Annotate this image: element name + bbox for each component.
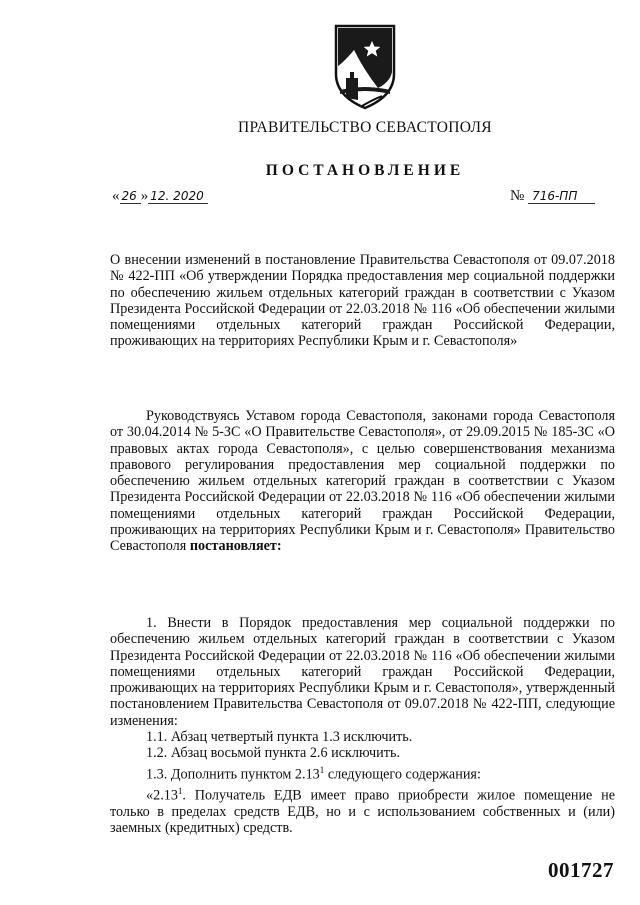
date-day: 26 <box>120 189 141 204</box>
item-1-3-sup: 1 <box>319 764 325 775</box>
quote-start: «2.13 <box>146 787 178 804</box>
serial-number: 001727 <box>548 858 614 882</box>
item-1-3-text: 1.3. Дополнить пунктом 2.13 <box>146 766 320 783</box>
preamble-body: Руководствуясь Уставом города Севастополя, законами города Севастополя от 30.04.2014 № 5-ЗС «О Правительстве Севастополя», от 29.09.2015 № 185-ЗС «О правовых актах города Севастополя», с целью совершенствования механизма правового регулирования предоставления мер социальной поддержки по обеспечению жильем отдельных категорий граждан в соответствии с Указом Президента Российской Федерации от 22.03.2018 № 116 «Об обеспечении жилыми помещениями отдельных категорий граждан Российской Федерации, проживающих на территориях Республики Крым и г. Севастополя» Правительство Севастополя <box>110 408 615 555</box>
quote-sup: 1 <box>177 785 183 796</box>
document-number <box>510 188 595 205</box>
date-close-quote: » <box>140 188 149 204</box>
items-section <box>110 615 615 836</box>
document-type: ПОСТАНОВЛЕНИЕ <box>265 162 465 179</box>
document-date <box>112 188 208 205</box>
item-1-1: 1.1. Абзац четвертый пункта 1.3 исключить. <box>146 729 413 746</box>
number-value: 716-ПП <box>528 189 595 204</box>
preamble-verb: постановляет: <box>189 538 282 555</box>
quoted-clause <box>110 783 615 837</box>
preamble-paragraph <box>110 408 615 555</box>
number-sign: № <box>510 188 525 204</box>
title-text: О внесении изменений в постановление Правительства Севастополя от 09.07.2018 № 422-ПП «Об утверждении Порядка предоставления мер социальной поддержки по обеспечению жильем отдельных категорий граждан в соответствии с Указом Президента Российской Федерации от 22.03.2018 № 116 «Об обеспечении жилыми помещениями отдельных категорий граждан Российской Федерации, проживающих на территориях Республики Крым и г. Севастополя» <box>110 252 615 350</box>
date-open-quote: « <box>112 188 120 204</box>
sevastopol-coat-of-arms-icon <box>332 22 398 110</box>
quote-body: . Получатель ЕДВ имеет право приобрести жилое помещение не только в пределах средств ЕДВ, но и с использованием собственных и (или) заемных (кредитных) средств. <box>110 787 615 837</box>
date-month-year: 12. 2020 <box>148 189 207 204</box>
organization-name: ПРАВИТЕЛЬСТВО СЕВАСТОПОЛЯ <box>238 119 492 136</box>
title-paragraph <box>110 252 615 350</box>
item-1: 1. Внести в Порядок предоставления мер социальной поддержки по обеспечению жильем отдельных категорий граждан в соответствии с Указом Президента Российской Федерации от 22.03.2018 № 116 «Об обеспечении жилыми помещениями отдельных категорий граждан Российской Федерации, проживающих на территориях Республики Крым и г. Севастополя», утвержденный постановлением Правительства Севастополя от 09.07.2018 № 422-ПП, следующие изменения: <box>110 615 615 729</box>
item-1-3-tail: следующего содержания: <box>324 766 481 783</box>
item-1-2: 1.2. Абзац восьмой пункта 2.6 исключить. <box>146 745 400 762</box>
item-1-3 <box>110 762 615 783</box>
preamble-text <box>110 408 615 555</box>
